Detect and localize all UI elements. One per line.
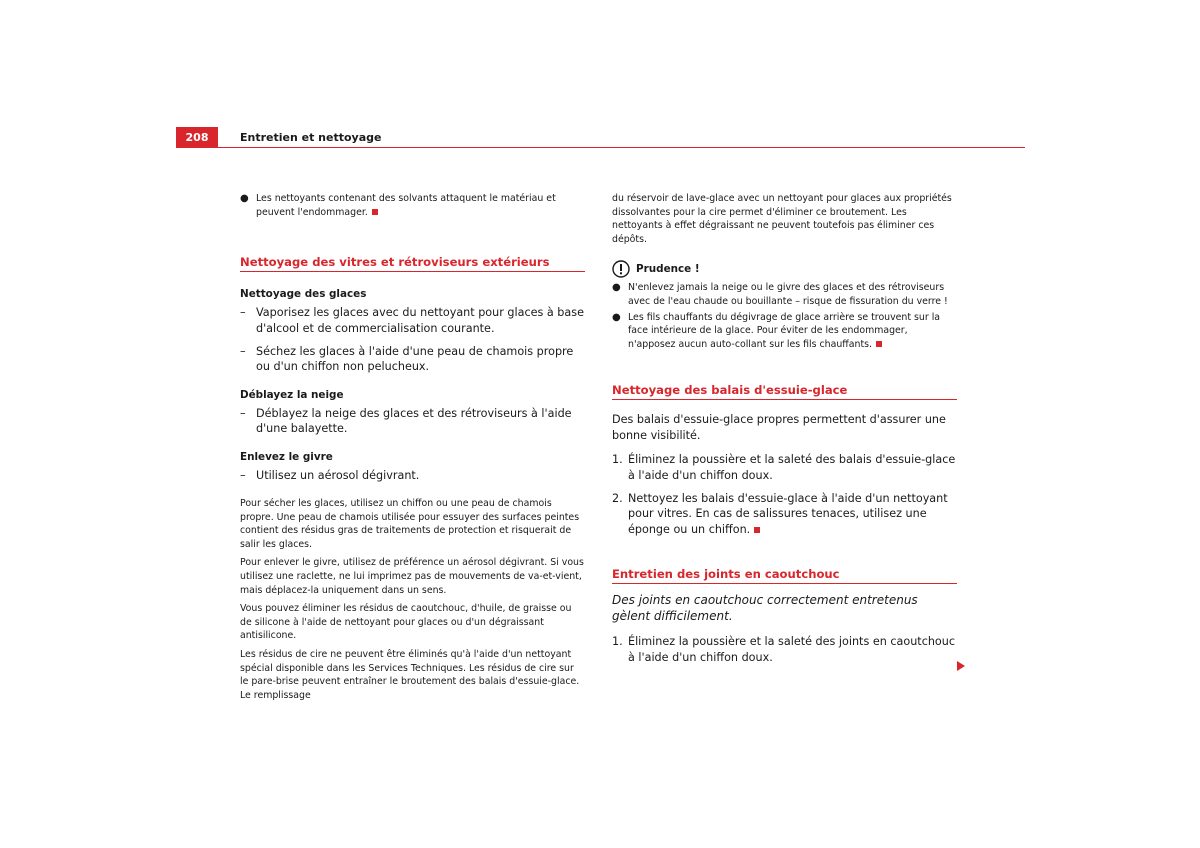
list-item: – Utilisez un aérosol dégivrant. xyxy=(240,468,420,482)
page-number: 208 xyxy=(176,127,218,148)
next-page-arrow-icon[interactable] xyxy=(957,661,965,671)
paragraph: Les résidus de cire ne peuvent être éliminés qu'à l'aide d'un nettoyant spécial disponible dans les Services Techniques. Les résidus de cire sur le pare-brise peuvent entraîner le broutement des balais d'essuie-glace. Le remplissage xyxy=(240,648,580,701)
paragraph: Pour sécher les glaces, utilisez un chiffon ou une peau de chamois propre. Une peau de chamois utilisée pour essuyer des surfaces peintes contient des résidus gras de traitements de protection et risquerait de salir les glaces. xyxy=(240,498,580,550)
section-title-vitres: Nettoyage des vitres et rétroviseurs extérieurs xyxy=(240,255,585,272)
page-header xyxy=(176,127,1025,149)
section-title-essuie-glace: Nettoyage des balais d'essuie-glace xyxy=(612,383,957,400)
list-item: – Déblayez la neige des glaces et des rétroviseurs à l'aide d'une balayette. xyxy=(240,406,572,436)
section-lead: Des joints en caoutchouc correctement entretenus gèlent difficilement. xyxy=(612,593,918,624)
list-item: – Vaporisez les glaces avec du nettoyant pour glaces à base d'alcool et de commercialisation courante. xyxy=(240,306,584,335)
end-mark-icon xyxy=(876,341,882,347)
caution-item: ● N'enlevez jamais la neige ou le givre des glaces et des rétroviseurs avec de l'eau chaude ou bouillante – risque de fissuration du verre ! xyxy=(612,282,948,307)
step-item: 2. Nettoyez les balais d'essuie-glace à l'aide d'un nettoyant pour vitres. En cas de salissures tenaces, utilisez une éponge ou un chiffon. xyxy=(612,491,948,536)
subhead-nettoyage-glaces: Nettoyage des glaces xyxy=(240,288,367,301)
left-column xyxy=(240,192,585,707)
bullet-icon: ● xyxy=(612,282,621,294)
section-intro: Des balais d'essuie-glace propres permettent d'assurer une bonne visibilité. xyxy=(612,413,946,442)
caution-header xyxy=(612,260,957,278)
step-item: 1. Éliminez la poussière et la saleté des balais d'essuie-glace à l'aide d'un chiffon doux. xyxy=(612,453,956,482)
bullet-icon: ● xyxy=(240,193,249,204)
list-item: – Séchez les glaces à l'aide d'une peau de chamois propre ou d'un chiffon non pelucheux. xyxy=(240,345,574,374)
section-title-joints: Entretien des joints en caoutchouc xyxy=(612,567,957,584)
intro-bullet: ● Les nettoyants contenant des solvants attaquent le matériau et peuvent l'endommager. xyxy=(240,193,556,218)
paragraph: Pour enlever le givre, utilisez de préférence un aérosol dégivrant. Si vous utilisez une raclette, ne lui imprimez pas de mouvements de va-et-vient, mais déplacez-la uniquement dans un sens. xyxy=(240,557,584,596)
end-mark-icon xyxy=(754,527,760,533)
continuation-paragraph: du réservoir de lave-glace avec un nettoyant pour glaces aux propriétés dissolvantes pour la cire permet d'éliminer ce broutement. Les nettoyants à effet dégraissant ne peuvent toutefois pas éliminer ces dépôts. xyxy=(612,193,952,245)
bullet-icon: ● xyxy=(612,311,621,323)
running-title: Entretien et nettoyage xyxy=(240,131,382,144)
caution-item: ● Les fils chauffants du dégivrage de glace arrière se trouvent sur la face intérieure de la glace. Pour éviter de les endommager, n'apposez aucun auto-collant sur les fils chauffants. xyxy=(612,311,941,350)
caution-title: Prudence ! xyxy=(636,263,700,276)
subhead-givre: Enlevez le givre xyxy=(240,450,333,463)
paragraph: Vous pouvez éliminer les résidus de caoutchouc, d'huile, de graisse ou de silicone à l'aide de nettoyant pour glaces ou d'un dégraissant antisilicone. xyxy=(240,603,572,642)
header-rule xyxy=(176,147,1025,148)
exclamation-icon xyxy=(612,260,630,278)
end-mark-icon xyxy=(372,209,378,215)
subhead-neige: Déblayez la neige xyxy=(240,388,344,401)
step-item: 1. Éliminez la poussière et la saleté des joints en caoutchouc à l'aide d'un chiffon doux. xyxy=(612,635,956,664)
right-column xyxy=(612,192,957,673)
